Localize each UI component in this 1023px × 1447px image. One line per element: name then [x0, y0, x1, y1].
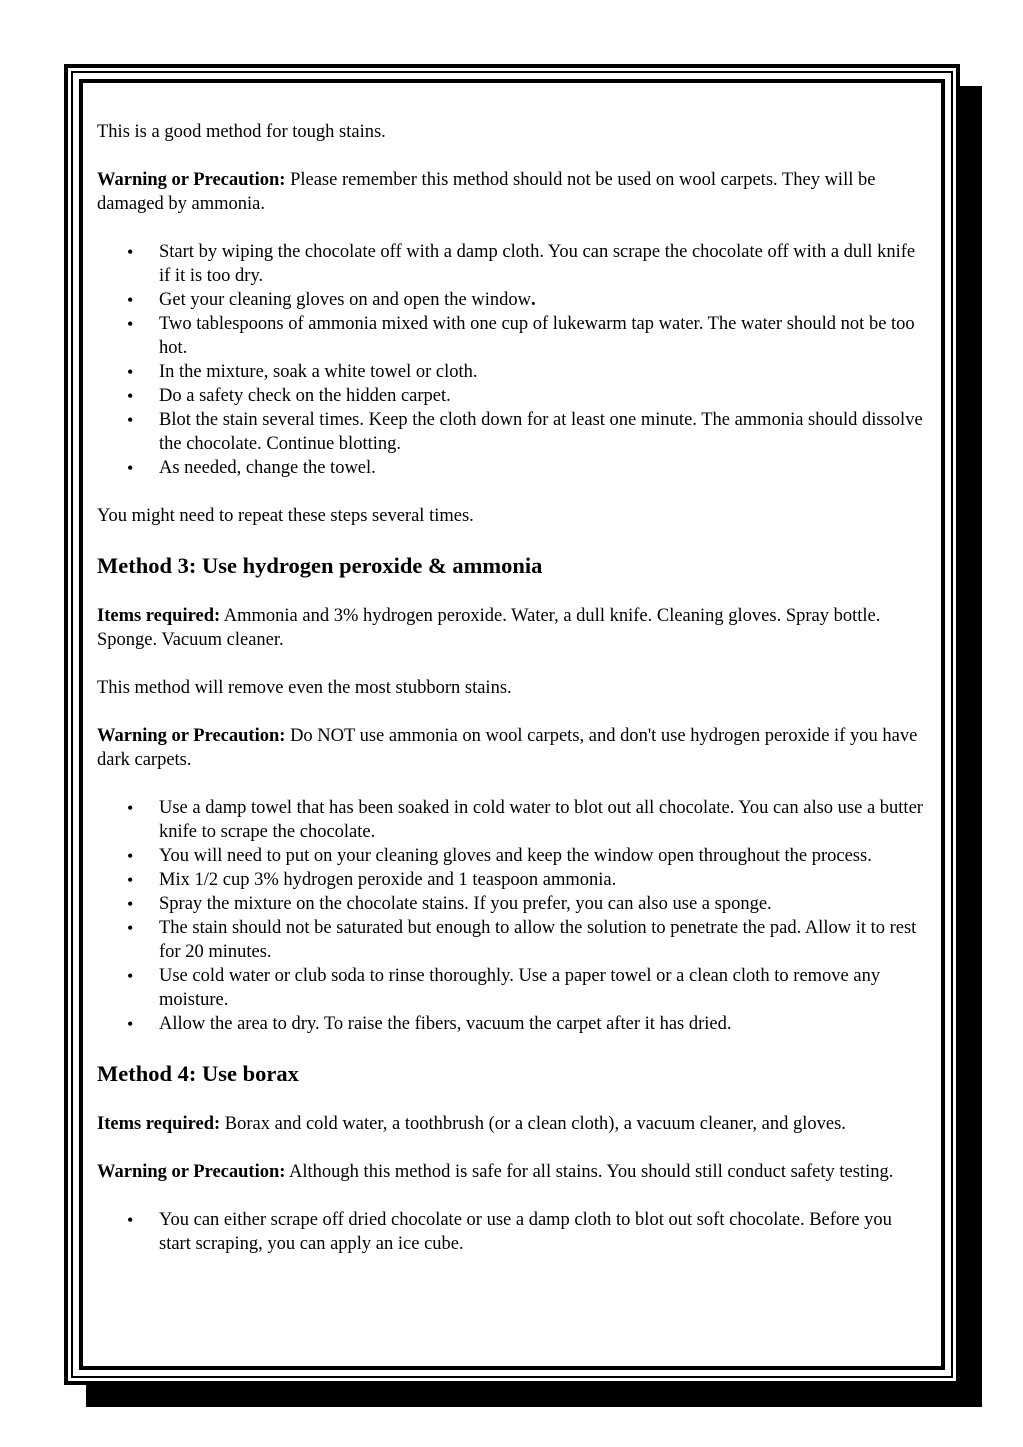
method4-warning: [97, 1160, 927, 1184]
list-item: • The stain should not be saturated but enough to allow the solution to penetrate the pad. Allow it to rest for 20 minutes.: [159, 916, 927, 964]
list-item: • Mix 1/2 cup 3% hydrogen peroxide and 1 teaspoon ammonia.: [159, 868, 927, 892]
method2-warning: [97, 168, 927, 216]
list-item-period: .: [530, 290, 536, 310]
list-item: • As needed, change the towel.: [159, 456, 927, 480]
items-label: Items required:: [97, 606, 221, 626]
warning-text: Please remember this method should not be used on wool carpets. They will be damaged by ammonia.: [97, 170, 876, 214]
list-item-text: Get your cleaning gloves on and open the window: [159, 290, 531, 310]
warning-label: Warning or Precaution:: [97, 1162, 286, 1182]
items-text: Ammonia and 3% hydrogen peroxide. Water, a dull knife. Cleaning gloves. Spray bottle. Sponge. Vacuum cleaner.: [97, 606, 881, 650]
method3-heading: Method 3: Use hydrogen peroxide & ammonia: [97, 553, 543, 578]
method2-outro: You might need to repeat these steps several times.: [97, 506, 474, 526]
warning-text: Do NOT use ammonia on wool carpets, and don't use hydrogen peroxide if you have dark carpets.: [97, 726, 918, 770]
method3-note: This method will remove even the most stubborn stains.: [97, 678, 512, 698]
method3-items: [97, 604, 927, 652]
document-body: [97, 120, 927, 1280]
items-label: Items required:: [97, 1114, 221, 1134]
list-item: [159, 288, 927, 312]
method4-heading: Method 4: Use borax: [97, 1061, 299, 1086]
list-item: • Use cold water or club soda to rinse thoroughly. Use a paper towel or a clean cloth to remove any moisture.: [159, 964, 927, 1012]
list-item: • Allow the area to dry. To raise the fibers, vacuum the carpet after it has dried.: [159, 1012, 927, 1036]
list-item: • Two tablespoons of ammonia mixed with one cup of lukewarm tap water. The water should not be too hot.: [159, 312, 927, 360]
intro-paragraph: This is a good method for tough stains.: [97, 122, 386, 142]
list-item: • Spray the mixture on the chocolate stains. If you prefer, you can also use a sponge.: [159, 892, 927, 916]
method3-steps-list: [97, 796, 927, 1036]
list-item: • You will need to put on your cleaning gloves and keep the window open throughout the process.: [159, 844, 927, 868]
list-item: • You can either scrape off dried chocolate or use a damp cloth to blot out soft chocolate. Before you start scraping, you can apply an ice cube.: [159, 1208, 927, 1256]
list-item: • Blot the stain several times. Keep the cloth down for at least one minute. The ammonia should dissolve the chocolate. Continue blotting.: [159, 408, 927, 456]
list-item: • In the mixture, soak a white towel or cloth.: [159, 360, 927, 384]
method2-steps-list: [97, 240, 927, 480]
warning-label: Warning or Precaution:: [97, 170, 286, 190]
method4-items: [97, 1112, 927, 1136]
items-text: Borax and cold water, a toothbrush (or a clean cloth), a vacuum cleaner, and gloves.: [220, 1114, 846, 1134]
list-item: • Do a safety check on the hidden carpet.: [159, 384, 927, 408]
list-item: • Use a damp towel that has been soaked in cold water to blot out all chocolate. You can also use a butter knife to scrape the chocolate.: [159, 796, 927, 844]
list-item: • Start by wiping the chocolate off with a damp cloth. You can scrape the chocolate off with a dull knife if it is too dry.: [159, 240, 927, 288]
method3-warning: [97, 724, 927, 772]
warning-text: Although this method is safe for all stains. You should still conduct safety testing.: [285, 1162, 894, 1182]
warning-label: Warning or Precaution:: [97, 726, 286, 746]
method4-steps-list: [97, 1208, 927, 1256]
